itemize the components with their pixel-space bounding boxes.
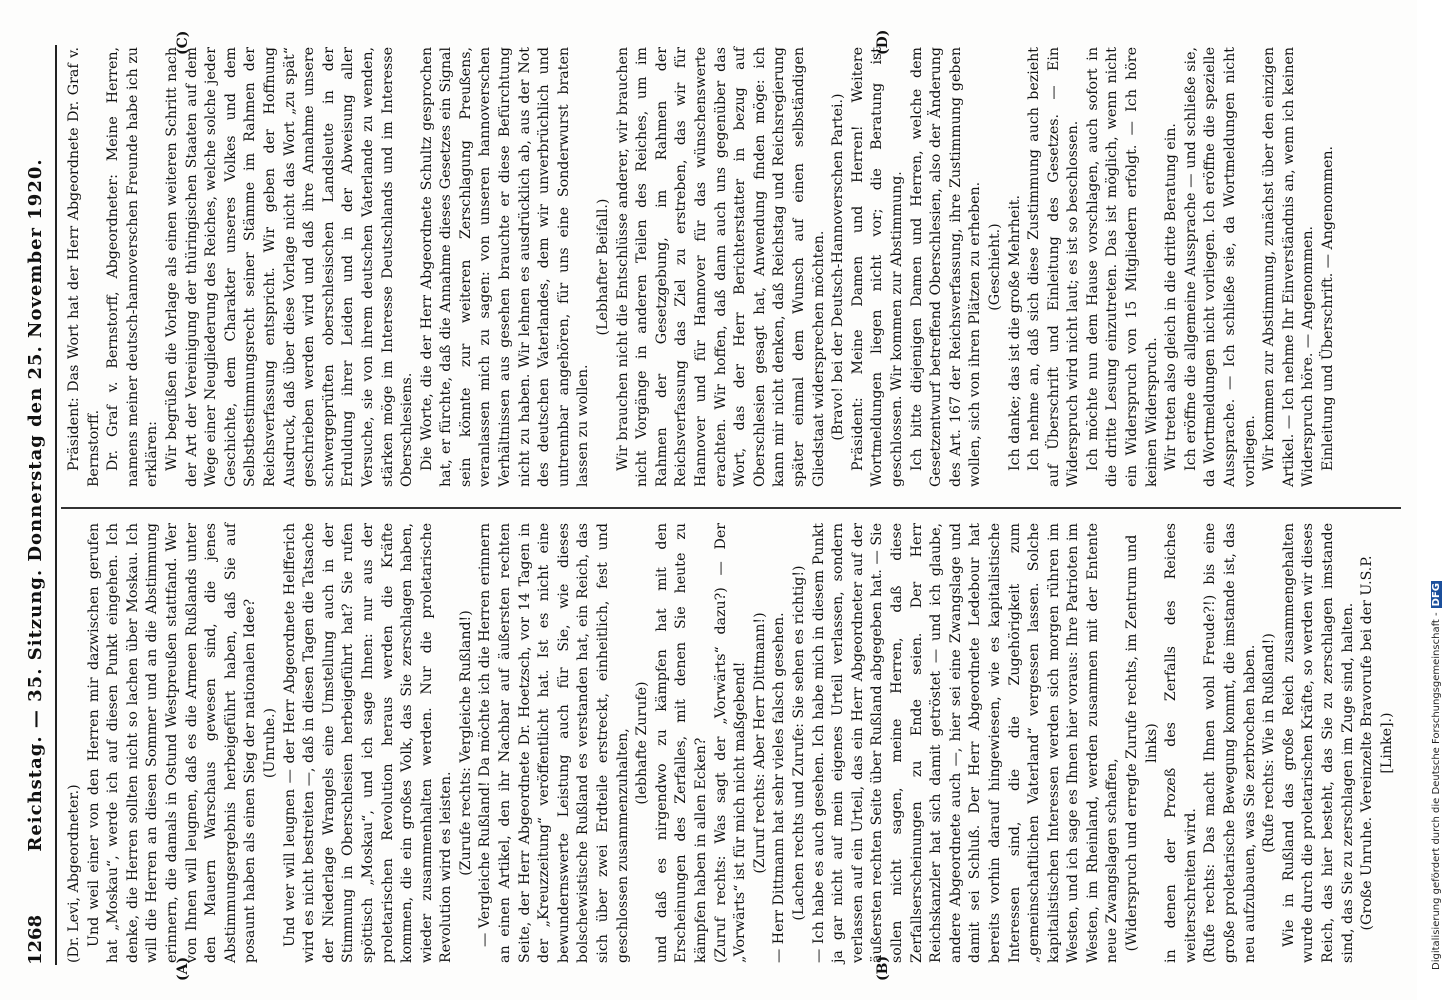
interjection: (Unruhe.): [261, 707, 278, 779]
speaker-note: (Dr. Levi, Abgeordneter.): [66, 784, 82, 963]
page-number: 1268: [25, 914, 46, 965]
interjection: (Zuruf rechts: Aber Herr Dittmann!): [751, 612, 768, 874]
margin-mark-a: (A): [175, 956, 191, 981]
paragraph: Ich eröffne die allgemeine Aussprache — und schließe sie, da Wortmeldungen nicht vorliegen. Ich eröffne die spezielle Aussprache. — Ich schließe sie, da Wortmeldungen nicht vorliegen.: [1182, 47, 1258, 487]
margin-mark-b: (B): [875, 955, 891, 981]
interjection: (Widerspruch und erregte Zurufe rechts, im Zentrum und links): [1124, 534, 1160, 952]
paragraph: — Ich habe es auch gesehen. Ich habe mich in diesem Punkt ja gar nicht auf mein eigenes Urteil verlassen, sondern verlassen auf ein Urteil, das ein Herr Abgeordneter auf der äußersten rechten Seite über Rußland abgegeben hat. — Sie sollen nicht sagen, meine Herren, daß diese Zerfallserscheinungen zu Ende seien. Der Herr Reichskanzler hat sich damit getröstet — und ich glaube, andere Abgeordnete auch —, hier sei eine Zwangslage und damit sei Schluß. Der Herr Abgeordnete Ledebour hat bereits vorhin darauf hingewiesen, wie es kapitalistische Interessen sind, die die Zugehörigkeit zum „gemeinschaftlichen Vaterland“ vergessen lassen. Solche kapitalistischen Interessen werden sich morgen rühren im Westen, und ich sage es Ihnen hier voraus: Ihre Patrioten im Westen, im Rheinland, werden zusammen mit der Entente neue Zwangslagen schaffen,: [810, 523, 1121, 963]
paragraph: Einleitung und Überschrift. — Angenommen.: [1320, 146, 1336, 471]
president-statement: Präsident: Das Wort hat der Herr Abgeordnete Dr. Graf v. Bernstorff.: [66, 47, 102, 487]
paragraph: Wir begrüßen die Vorlage als einen weiteren Schritt nach der Art der Vereinigung der thüringischen Staaten auf dem Wege einer Neugliederung des Reiches, welche solche jeder Geschichte, dem Charakter unseres Volkes und dem Selbstbestimmungsrecht seiner Stämme im Rahmen der Reichsverfassung entspricht. Wir geben der Hoffnung Ausdruck, daß über diese Vorlage nicht das Wort „zu spät“ geschrieben werden wird und daß ihre Annahme unsere schwergeprüften oberschlesischen Landsleute in der Erduldung ihrer Leiden und in der Abweisung aller Versuche, sie von ihrem deutschen Vaterlande zu wenden, stärken möge im Interesse Deutschlands und im Interesse Oberschlesiens.: [163, 47, 416, 487]
interjection: (Geschieht.): [986, 223, 1003, 311]
page-header: [21, 45, 51, 965]
interjection: (Zuruf rechts: Was sagt der „Vorwärts“ dazu?) — Der „Vorwärts“ ist für mich nicht maßgebend!: [712, 523, 749, 963]
right-column: [65, 47, 1339, 487]
paragraph: Und wer will leugnen — der Herr Abgeordnete Helfferich wird es nicht bestreiten —, daß in diesen Tagen die Tatsache der Niederlage Wrangels eine Umstellung auch in der Stimmung in Oberschlesien herbeigeführt hat? Sie rufen spöttisch „Moskau“, und ich sage Ihnen: nur aus der proletarischen Revolution heraus werden die Kräfte kommen, die ein großes Volk, das Sie zerschlagen haben, wieder zusammenhalten werden. Nur die proletarische Revolution wird es leisten.: [281, 523, 455, 963]
paragraph: Die Worte, die der Herr Abgeordnete Schultz gesprochen hat, er fürchte, daß die Annahme dieses Gesetzes ein Signal sein könnte zur weiteren Zerschlagung Preußens, veranlassen mich zu sagen: von unseren hannoverschen Verhältnissen aus gesehen brauchte er diese Befürchtung nicht zu haben. Wir lehnen es ausdrücklich ab, aus der Not des deutschen Vaterlandes, dem wir unverbrüchlich und untrennbar angehören, für uns eine Sonderwurst braten lassen zu wollen.: [418, 47, 592, 487]
paragraph: in denen der Prozeß des Zerfalls des Reiches weiterschreiten wird.: [1163, 523, 1199, 963]
margin-mark-d: (D): [875, 29, 891, 55]
page-title: Reichstag. — 35. Sitzung. Donnerstag den 25. November 1920.: [25, 158, 46, 852]
dfg-logo: DFG: [1431, 583, 1442, 607]
interjection: (Zurufe rechts: Vergleiche Rußland!): [457, 610, 474, 876]
column-divider: [61, 507, 1401, 509]
speaker-paragraph: Dr. Graf v. Bernstorff, Abgeordneter: Meine Herren, namens meiner deutsch-hannoverschen Freunde habe ich zu erklären:: [105, 47, 161, 487]
left-column: [65, 523, 1397, 963]
paragraph: Wie in Rußland das große Reich zusammengehalten wurde durch die proletarischen Kräfte, so werden wir dieses Reich, das hier besteht, das Sie zu zerschlagen imstande sind, das Sie zu zerschlagen im Zuge sind, halten.: [1280, 523, 1356, 963]
paragraph: Ich bitte diejenigen Damen und Herren, welche dem Gesetzentwurf betreffend Oberschlesien, also der Änderung des Art. 167 der Reichsverfassung, ihre Zustimmung geben wollen, sich von ihren Plätzen zu erheben.: [908, 47, 984, 487]
interjection: (Lachen rechts und Zurufe: Sie sehen es richtig!): [790, 565, 807, 921]
interjection: (Rufe rechts: Das macht Ihnen wohl Freude?!) bis eine große proletarische Bewegung kommt, die imstande ist, das neu aufzubauen, was Sie zerbrochen haben.: [1202, 523, 1258, 963]
interjection: (lebhafte Zurufe): [634, 681, 651, 805]
paragraph: Ich danke; das ist die große Mehrheit.: [1006, 195, 1023, 471]
funding-note: [1431, 581, 1442, 970]
digitization-sidebar: [1417, 0, 1442, 1000]
interjection: (Rufe rechts: Wie in Rußland!): [1261, 633, 1278, 853]
interjection: (Bravo! bei der Deutsch-Hannoverschen Partei.): [830, 93, 847, 441]
rotated-newspaper-sheet: [15, 29, 1415, 981]
paragraph: — Vergleiche Rußland! Da möchte ich die Herren erinnern an einen Artikel, den ihr Nachbar auf äußersten rechten Seite, der Herr Abgeordnete Dr. Hoetzsch, vor 14 Tagen in der „Kreuzzeitung“ veröffentlicht hat. Ist es nicht eine bewundernswerte Leistung auch für Sie, wie dieses bolschewistische Rußland es verstanden hat, ein Reich, das sich über zwei Erdteile erstreckt, einheitlich, fest und geschlossen zusammenzuhalten,: [477, 523, 631, 963]
president-statement: Präsident: Meine Damen und Herren! Weitere Wortmeldungen liegen nicht vor; die Beratung ist geschlossen. Wir kommen zur Abstimmung.: [849, 47, 905, 487]
interjection: (Lebhafter Beifall.): [595, 198, 612, 336]
paragraph: Ich möchte nun dem Hause vorschlagen, auch sofort in die dritte Lesung einzutreten. Das ist möglich, wenn nicht ein Widerspruch von 15 Mitgliedern erfolgt. — Ich höre keinen Widerspruch.: [1084, 47, 1160, 487]
funding-text: Digitalisierung gefördert durch die Deutsche Forschungsgemeinschaft -: [1431, 612, 1442, 970]
interjection: (Große Unruhe. Vereinzelte Bravorufe bei der U.S.P. [Linke].): [1359, 555, 1395, 931]
paragraph: und daß es nirgendwo zu kämpfen hat mit den Erscheinungen des Zerfalles, mit denen Sie heute zu kämpfen haben in allen Ecken?: [653, 523, 709, 963]
paragraph: — Herr Dittmann hat sehr vieles falsch gesehen.: [771, 612, 788, 963]
paragraph: Wir treten also gleich in die dritte Beratung ein.: [1163, 123, 1180, 471]
paragraph: Und weil einer von den Herren mir dazwischen gerufen hat „Moskau“, werde ich auf diesen Punkt eingehen. Ich denke, die Herren sollten nicht so lachen über Moskau. Ich will die Herren an diesen Sommer und an die Abstimmung erinnern, die damals in Ostund Westpreußen stattfand. Wer von Ihnen will leugnen, daß es die Armeen Rußlands unter den Mauern Warschaus gewesen sind, die jenes Abstimmungsergebnis herbeigeführt haben, daß Sie auf posaunt haben als einen Sieg der nationalen Idee?: [85, 523, 259, 963]
header-rule: [55, 45, 57, 965]
margin-mark-c: (C): [175, 30, 191, 55]
sidebar-text-wrap: [1419, 10, 1442, 990]
paragraph: Ich nehme an, daß sich diese Zustimmung auch bezieht auf Überschrift und Einleitung des Gesetzes. — Ein Widerspruch wird nicht laut; es ist so beschlossen.: [1026, 47, 1082, 487]
paragraph: Wir kommen zur Abstimmung, zunächst über den einzigen Artikel. — Ich nehme Ihr Einverständnis an, wenn ich keinen Widerspruch höre. — Angenommen.: [1261, 47, 1317, 487]
paragraph: Wir brauchen nicht die Entschlüsse anderer, wir brauchen nicht Vorgänge in anderen Teilen des Reiches, um im Rahmen der Gesetzgebung, im Rahmen der Reichsverfassung das Ziel zu erstreben, das wir für Hannover und für Hannover für das wünschenswerte erachten. Wir hoffen, daß dann auch uns gegenüber das Wort, das der Herr Berichterstatter in bezug auf Oberschlesien gesagt hat, Anwendung finden möge: ich kann mir nicht denken, daß Reichstag und Reichsregierung später einmal dem Wunsch auf einen selbständigen Gliedstaat widersprechen möchten.: [614, 47, 827, 487]
